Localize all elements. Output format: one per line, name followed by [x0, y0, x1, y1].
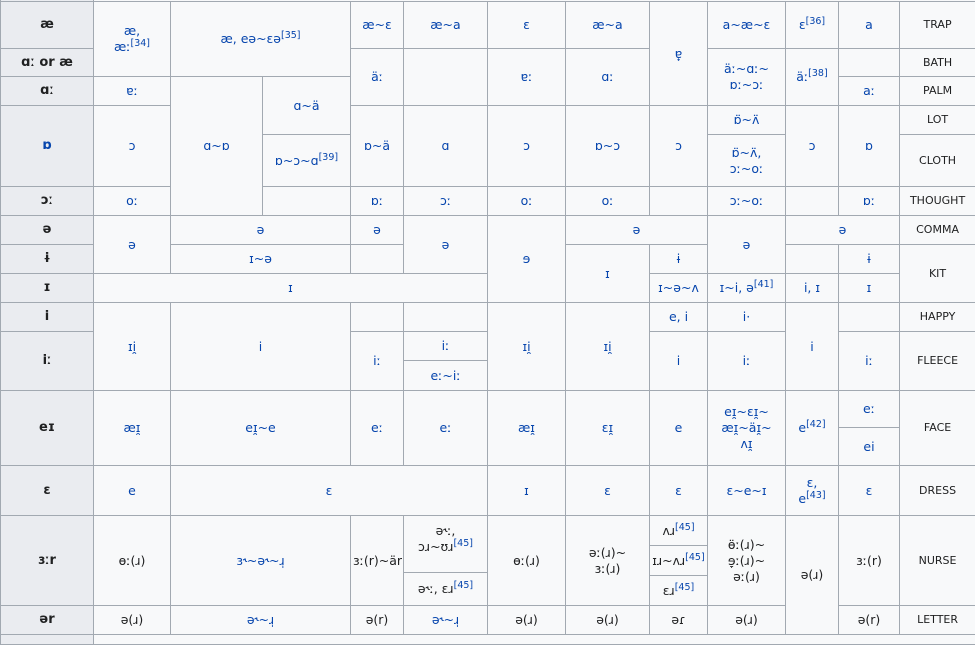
cell: ə˞ː, ɔɹ~ʊɹ[45] ə˞ː, ɛɹ[45]: [404, 516, 488, 606]
keyword-cell: THOUGHT: [900, 187, 975, 216]
cell: ɛ, e[43]: [786, 466, 839, 516]
table-row: [1, 216, 975, 245]
cell: æ, æː[34]: [94, 2, 171, 77]
cell: äː~ɑː~ ɒː~ɔː: [708, 49, 786, 106]
cell: əː(ɹ)~ ɜː(ɹ): [566, 516, 650, 606]
cell: ə: [351, 216, 404, 245]
cell: ɜ˞~ə˞~ɹ̩: [171, 516, 351, 606]
table-row: [1, 303, 975, 332]
cell: ɑː: [566, 49, 650, 106]
cell: ɛɪ̯: [566, 391, 650, 466]
cell: ɛ~e~ɪ: [708, 466, 786, 516]
reference-link[interactable]: [45]: [453, 537, 473, 548]
cell: a~æ~ɛ: [708, 2, 786, 49]
cell: oː: [566, 187, 650, 216]
keyword-cell: DRESS: [900, 466, 975, 516]
cell: ɒ~ä: [351, 106, 404, 187]
reference-link[interactable]: [41]: [754, 279, 774, 290]
cell: aː: [839, 77, 900, 106]
cell: äː: [351, 49, 404, 106]
cell: ɛ: [650, 466, 708, 516]
cell: i: [786, 303, 839, 391]
cell: eɪ̯~e: [171, 391, 351, 466]
reference-link[interactable]: [45]: [675, 582, 695, 593]
row-header: eɪ: [1, 391, 94, 466]
row-header: ɑː or æ: [1, 49, 94, 77]
cell: [263, 187, 351, 216]
cell: ə: [171, 216, 351, 245]
keyword-cell: TRAP: [900, 2, 975, 49]
cell: ɒ~ɔ: [566, 106, 650, 187]
table-row: [1, 106, 975, 135]
reference-link[interactable]: [36]: [806, 16, 826, 27]
reference-link[interactable]: [43]: [806, 489, 826, 500]
cell: ɐː: [488, 49, 566, 106]
keyword-cell: FACE: [900, 391, 975, 466]
cell: äː[38]: [786, 49, 839, 106]
cell: ə: [404, 216, 488, 274]
cell: ɵː(ɹ): [488, 516, 566, 606]
cell: ɪ: [94, 274, 488, 303]
cell: i·: [708, 303, 786, 332]
cell: oː: [488, 187, 566, 216]
cell: ə(ɹ): [708, 606, 786, 635]
cell: ɵ̈ː(ɹ)~ ɘ̞ː(ɹ)~ əː(ɹ): [708, 516, 786, 606]
table-row: [1, 391, 975, 466]
cell: ɑ: [404, 106, 488, 187]
cell: e: [650, 391, 708, 466]
cell: e, i: [650, 303, 708, 332]
table-row: [1, 466, 975, 516]
row-header: ɜːr: [1, 516, 94, 606]
cell: æ, eə~ɛə[35]: [171, 2, 351, 77]
cell: ɒ̈~ʌ̈, ɔː~oː: [708, 135, 786, 187]
cell: ɐ̟: [650, 2, 708, 106]
keyword-cell: LETTER: [900, 606, 975, 635]
cell: ɔ: [94, 106, 171, 187]
cell: ə(ɹ): [786, 516, 839, 635]
cell: ɪ: [488, 466, 566, 516]
cell: ɐː: [94, 77, 171, 106]
row-header: i: [1, 303, 94, 332]
cell: i, ɪ: [786, 274, 839, 303]
row-header: iː: [1, 332, 94, 391]
reference-link[interactable]: [38]: [808, 68, 828, 79]
row-header: æ: [1, 2, 94, 49]
reference-link[interactable]: [42]: [806, 419, 826, 430]
table-row: [1, 2, 975, 49]
cell: ɔ: [488, 106, 566, 187]
cell: iː: [839, 332, 900, 391]
cell: iː: [351, 332, 404, 391]
row-header: ɔː: [1, 187, 94, 216]
cell: ɪ~i, ə[41]: [708, 274, 786, 303]
cell: ə˞~ɹ̩: [404, 606, 488, 635]
cell: ɪi̯: [94, 303, 171, 391]
cell: ɒ~ɔ~ɑ[39]: [263, 135, 351, 187]
cell: ɔː: [404, 187, 488, 216]
cell: æ~a: [404, 2, 488, 49]
row-header: ər: [1, 606, 94, 635]
cell: ɪ~ə~ʌ: [650, 274, 708, 303]
keyword-cell: FLEECE: [900, 332, 975, 391]
cell: eː: [351, 391, 404, 466]
cell: oː: [94, 187, 171, 216]
cell: eː: [404, 391, 488, 466]
cell: iː eː~iː: [404, 332, 488, 391]
cell: a: [839, 2, 900, 49]
cell: ə(ɹ): [566, 606, 650, 635]
cell: [786, 245, 839, 274]
cell: e: [94, 466, 171, 516]
reference-link[interactable]: [39]: [319, 151, 339, 162]
keyword-cell: HAPPY: [900, 303, 975, 332]
cell: ə(ɹ): [488, 606, 566, 635]
cell: [404, 303, 488, 332]
cell: ɪi̯: [566, 303, 650, 391]
cell: ɨ: [839, 245, 900, 274]
cell: ə(r): [351, 606, 404, 635]
cell: ə: [708, 216, 786, 274]
cell: æɪ̯: [94, 391, 171, 466]
cell: [839, 49, 900, 77]
cell: ə: [566, 216, 708, 245]
row-header: ɒ: [1, 106, 94, 187]
cell: ɛ: [839, 466, 900, 516]
keyword-cell: BATH: [900, 49, 975, 77]
cell: [650, 187, 708, 216]
row-header: ɪ: [1, 274, 94, 303]
cell: [786, 187, 839, 216]
cell: i: [171, 303, 351, 391]
table-row: [1, 187, 975, 216]
keyword-cell: PALM: [900, 77, 975, 106]
cell: ɔ: [786, 106, 839, 187]
reference-link[interactable]: [45]: [675, 522, 695, 533]
cell: ɔː~oː: [708, 187, 786, 216]
cell: e[42]: [786, 391, 839, 466]
keyword-cell: NURSE: [900, 516, 975, 606]
reference-link[interactable]: [45]: [454, 579, 474, 590]
keyword-cell: KIT: [900, 245, 975, 303]
keyword-cell: COMMA: [900, 216, 975, 245]
row-header: ɛ: [1, 466, 94, 516]
cell: ɪ~ə: [171, 245, 351, 274]
cell: ɛ: [488, 2, 566, 49]
cell: ɑ~ä: [263, 77, 351, 135]
cell: ɜː(r): [839, 516, 900, 606]
cell: ɵː(ɹ): [94, 516, 171, 606]
cell: i: [650, 332, 708, 391]
cell: ɛ: [171, 466, 488, 516]
cell: [351, 245, 404, 274]
cell: ɒː: [351, 187, 404, 216]
cell: [404, 49, 488, 106]
cell: ə(r): [839, 606, 900, 635]
row-header: ɨ: [1, 245, 94, 274]
cell: eɪ̯~ɛɪ̯~ æɪ̯~äɪ̯~ ʌɪ̯: [708, 391, 786, 466]
cell: ɪ: [566, 245, 650, 303]
cell: ɘ: [488, 216, 566, 303]
cell: ɑ~ɒ: [171, 77, 263, 216]
table-row: [1, 635, 975, 645]
cell: ə(ɹ): [94, 606, 171, 635]
cell: eː ei: [839, 391, 900, 466]
table-row: [1, 516, 975, 606]
cell: əɾ: [650, 606, 708, 635]
cell: ɒ̈~ʌ̈: [708, 106, 786, 135]
cell: ɪ: [839, 274, 900, 303]
row-header: ɑː: [1, 77, 94, 106]
reference-link[interactable]: [35]: [281, 30, 301, 41]
cell: ɛ: [566, 466, 650, 516]
reference-link[interactable]: [34]: [130, 38, 150, 49]
cell: ə˞~ɹ̩: [171, 606, 351, 635]
keyword-cell: LOT: [900, 106, 975, 135]
cell: ɪi̯: [488, 303, 566, 391]
cell: iː: [708, 332, 786, 391]
row-header: ə: [1, 216, 94, 245]
cell: ə: [786, 216, 900, 245]
cell: æɪ̯: [488, 391, 566, 466]
cell: ɛ[36]: [786, 2, 839, 49]
cell: ə: [94, 216, 171, 274]
cell: ɨ: [650, 245, 708, 274]
cell: ɔ: [650, 106, 708, 187]
cell: ɒː: [839, 187, 900, 216]
cell: [839, 303, 900, 332]
cell: ɜː(r)~är: [351, 516, 404, 606]
keyword-cell: CLOTH: [900, 135, 975, 187]
cell: ʌɹ[45] ɪɹ~ʌɹ[45] ɛɹ[45]: [650, 516, 708, 606]
cell: ɒ: [839, 106, 900, 187]
cell: æ~ɛ: [351, 2, 404, 49]
cell: [351, 303, 404, 332]
cell: æ~a: [566, 2, 650, 49]
reference-link[interactable]: [45]: [685, 552, 705, 563]
